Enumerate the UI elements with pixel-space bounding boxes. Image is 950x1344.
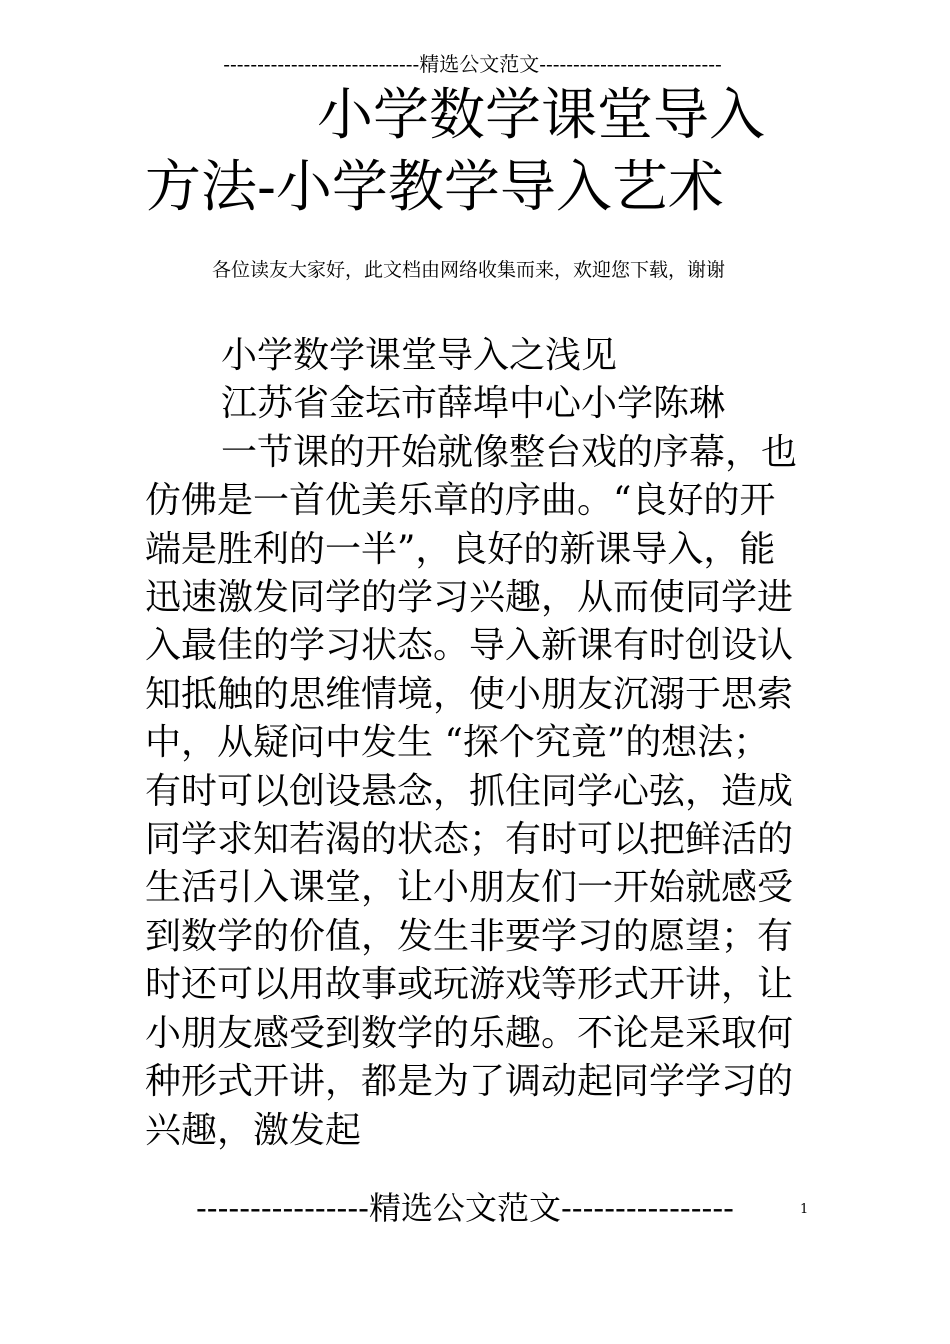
- page-header: -----------------------------精选公文范文---------------------------: [223, 52, 722, 76]
- article-author: 江苏省金坛市薛埠中心小学陈琳: [221, 383, 726, 425]
- page-footer: ----------------精选公文范文----------------: [195, 1189, 734, 1227]
- document-title: [145, 80, 805, 224]
- title-line-1: 小学数学课堂导入: [317, 83, 765, 148]
- article-subtitle: 小学数学课堂导入之浅见: [221, 335, 618, 376]
- body-paragraph: 一节课的开始就像整台戏的序幕，也仿佛是一首优美乐章的序曲。“良好的开端是胜利的一半”，良好的新课导入，能迅速激发同学的学习兴趣，从而使同学进入最佳的学习状态。导入新课有时创设认知抵触的思维情境，使小朋友沉溺于思索中，从疑问中发生 “探个究竟”的想法；有时可以创设悬念，抓住同学心弦，造成同学求知若渴的状态；有时可以把鲜活的生活引入课堂，让小朋友们一开始就感受到数学的价值，发生非要学习的愿望；有时还可以用故事或玩游戏等形式开讲，让小朋友感受到数学的乐趣。不论是采取何种形式开讲，都是为了调动起同学学习的兴趣，激发起: [145, 431, 798, 1151]
- document-body: [145, 332, 805, 1155]
- greeting-text: 各位读友大家好，此文档由网络收集而来，欢迎您下载，谢谢: [212, 259, 726, 281]
- title-line-2: 方法-小学教学导入艺术: [145, 155, 724, 220]
- page-number: 1: [800, 1202, 809, 1217]
